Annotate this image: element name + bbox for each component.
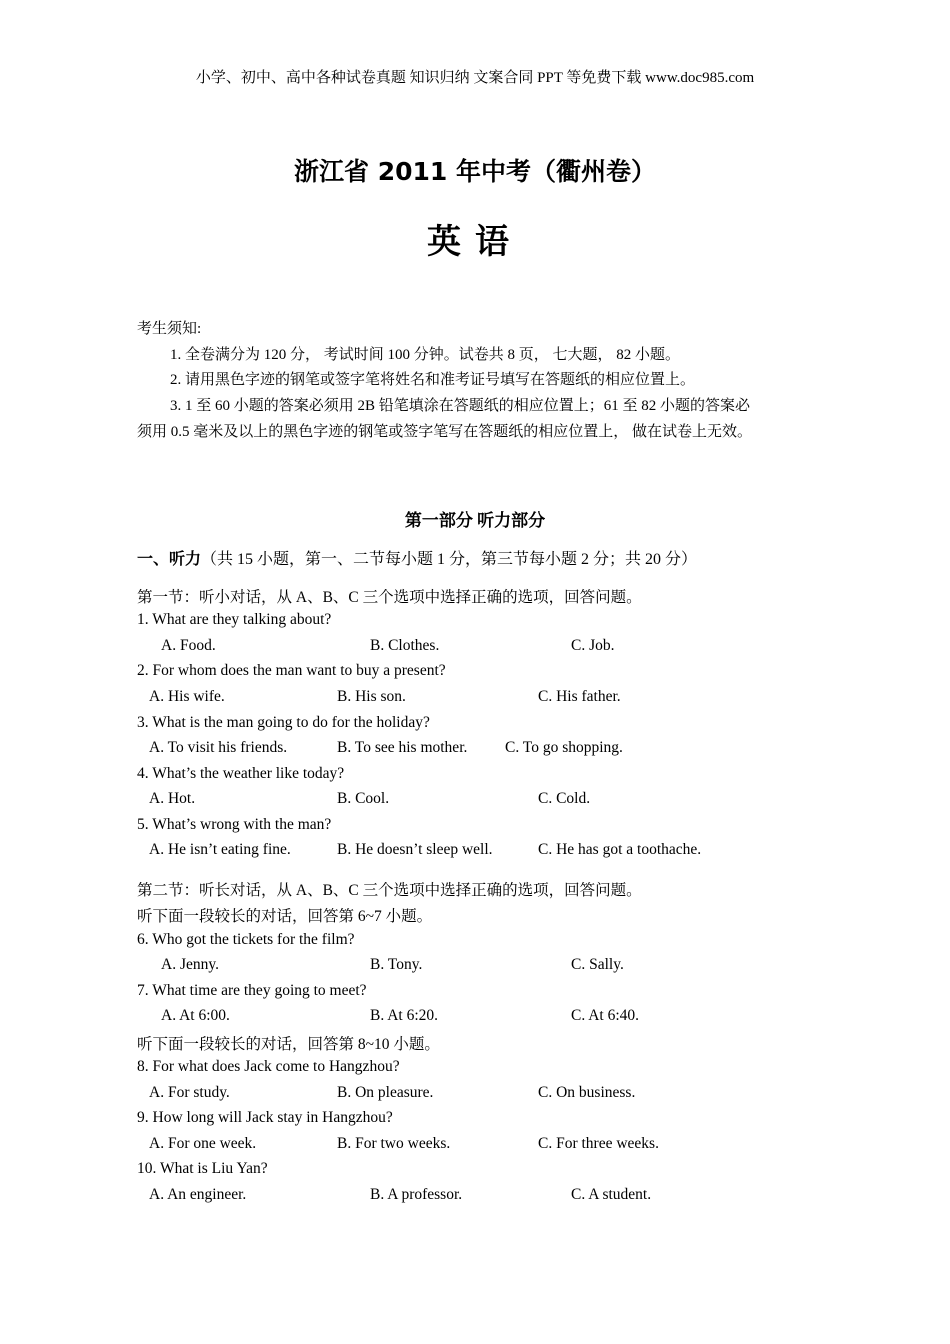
- q2-option-b: B. His son.: [337, 688, 406, 705]
- q8-option-b: B. On pleasure.: [337, 1084, 434, 1101]
- q9-option-c: C. For three weeks.: [538, 1135, 659, 1152]
- subsection-1-instructions: 第一节：听小对话，从 A、B、C 三个选项中选择正确的选项，回答问题。: [137, 589, 642, 606]
- q10-option-a: A. An engineer.: [149, 1186, 247, 1203]
- q5-option-b: B. He doesn’t sleep well.: [337, 841, 493, 858]
- q9-option-b: B. For two weeks.: [337, 1135, 451, 1152]
- q5-option-a: A. He isn’t eating fine.: [149, 841, 291, 858]
- page-header: 小学、初中、高中各种试卷真题 知识归纳 文案合同 PPT 等免费下载 www.doc985.com: [195, 70, 755, 86]
- subsection-2-instructions: 第二节：听长对话，从 A、B、C 三个选项中选择正确的选项，回答问题。: [137, 882, 642, 899]
- notice-label: 考生须知:: [137, 321, 202, 337]
- notice-item-3: 3. 1 至 60 小题的答案必须用 2B 铅笔填涂在答题纸的相应位置上；61 至 82 小题的答案必: [170, 398, 751, 414]
- question-2: 2. For whom does the man want to buy a present?: [137, 662, 446, 679]
- part-title: 第一部分 听力部分: [404, 511, 546, 530]
- q4-option-b: B. Cool.: [337, 790, 390, 807]
- q2-option-a: A. His wife.: [149, 688, 225, 705]
- q9-option-a: A. For one week.: [149, 1135, 257, 1152]
- question-10: 10. What is Liu Yan?: [137, 1160, 268, 1177]
- question-5: 5. What’s wrong with the man?: [137, 816, 332, 833]
- section-description: （共 15 小题，第一、二节每小题 1 分，第三节每小题 2 分；共 20 分）: [201, 551, 698, 568]
- notice-item-2: 2. 请用黑色字迹的钢笔或签字笔将姓名和准考证号填写在答题纸的相应位置上。: [170, 372, 696, 388]
- notice-item-3-continuation: 须用 0.5 毫米及以上的黑色字迹的钢笔或签字笔写在答题纸的相应位置上， 做在试卷上无效。: [137, 424, 753, 440]
- question-9: 9. How long will Jack stay in Hangzhou?: [137, 1109, 393, 1126]
- question-7: 7. What time are they going to meet?: [137, 982, 367, 999]
- q10-option-c: C. A student.: [571, 1186, 652, 1203]
- q7-option-c: C. At 6:40.: [571, 1007, 640, 1024]
- q5-option-c: C. He has got a toothache.: [538, 841, 702, 858]
- notice-item-1: 1. 全卷满分为 120 分， 考试时间 100 分钟。试卷共 8 页， 七大题， 82 小题。: [170, 347, 681, 363]
- q3-option-b: B. To see his mother.: [337, 739, 468, 756]
- q1-option-c: C. Job.: [571, 637, 615, 654]
- exam-subject: 英语: [427, 222, 523, 262]
- q8-option-a: A. For study.: [149, 1084, 230, 1101]
- q4-option-c: C. Cold.: [538, 790, 591, 807]
- q4-option-a: A. Hot.: [149, 790, 196, 807]
- exam-title: 浙江省 2011 年中考（衢州卷）: [294, 157, 656, 186]
- dialogue-intro-6-7: 听下面一段较长的对话，回答第 6~7 小题。: [137, 908, 433, 925]
- q1-option-b: B. Clothes.: [370, 637, 440, 654]
- q7-option-b: B. At 6:20.: [370, 1007, 439, 1024]
- question-4: 4. What’s the weather like today?: [137, 765, 345, 782]
- section-label: 一、听力: [137, 551, 202, 568]
- question-3: 3. What is the man going to do for the holiday?: [137, 714, 430, 731]
- q6-option-c: C. Sally.: [571, 956, 624, 973]
- q7-option-a: A. At 6:00.: [161, 1007, 230, 1024]
- q10-option-b: B. A professor.: [370, 1186, 463, 1203]
- section-heading: [137, 546, 697, 569]
- q8-option-c: C. On business.: [538, 1084, 636, 1101]
- q3-option-c: C. To go shopping.: [505, 739, 623, 756]
- q3-option-a: A. To visit his friends.: [149, 739, 288, 756]
- question-8: 8. For what does Jack come to Hangzhou?: [137, 1058, 400, 1075]
- q6-option-a: A. Jenny.: [161, 956, 219, 973]
- dialogue-intro-8-10: 听下面一段较长的对话，回答第 8~10 小题。: [137, 1036, 440, 1053]
- q6-option-b: B. Tony.: [370, 956, 423, 973]
- q1-option-a: A. Food.: [161, 637, 216, 654]
- q2-option-c: C. His father.: [538, 688, 621, 705]
- question-6: 6. Who got the tickets for the film?: [137, 931, 355, 948]
- question-1: 1. What are they talking about?: [137, 611, 332, 628]
